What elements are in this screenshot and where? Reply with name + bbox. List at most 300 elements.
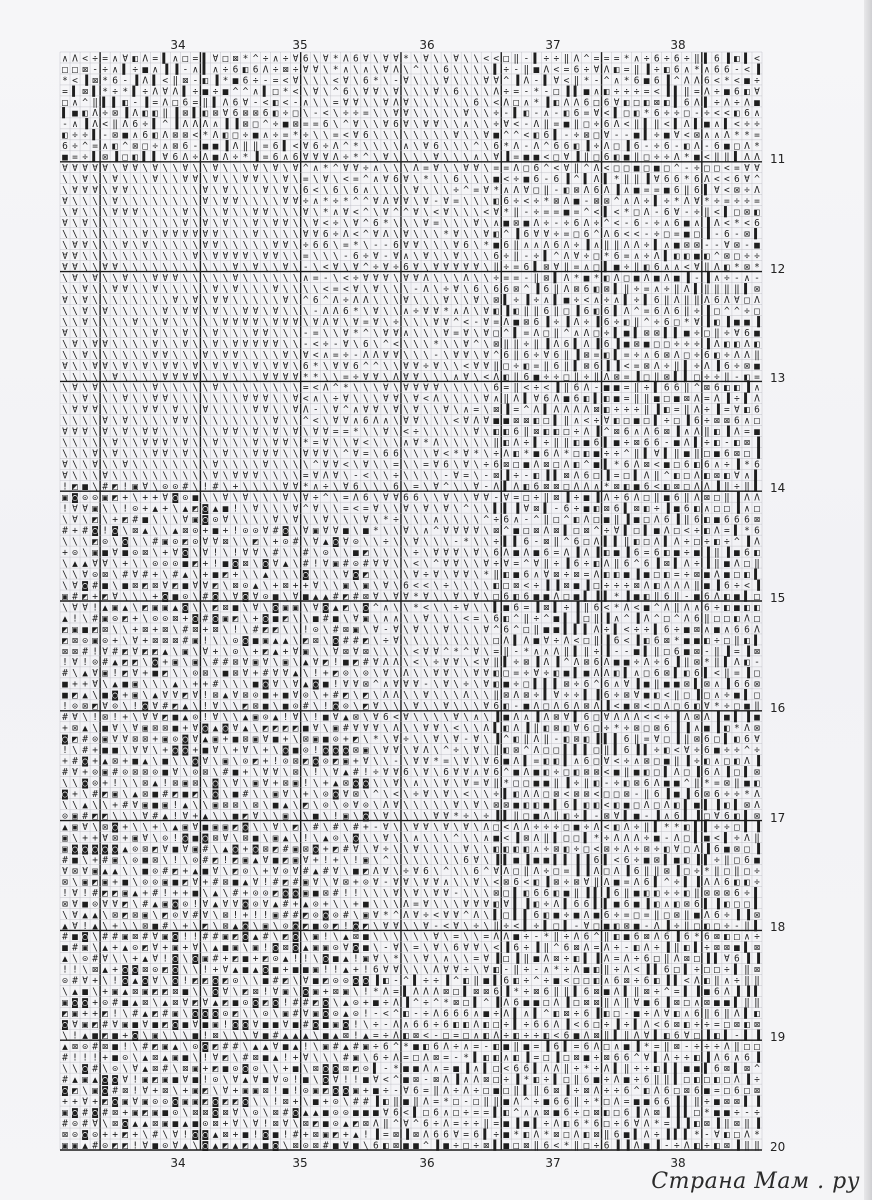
svg-text:+: +: [72, 789, 78, 800]
svg-text:\: \: [293, 624, 299, 635]
svg-text:∀: ∀: [333, 405, 339, 416]
svg-text:\: \: [82, 251, 88, 262]
svg-text:∀: ∀: [152, 701, 158, 712]
svg-text:‖: ‖: [533, 624, 539, 635]
svg-text:∀: ∀: [383, 767, 389, 778]
svg-text:6: 6: [493, 251, 499, 262]
svg-text:\: \: [283, 427, 289, 438]
svg-text:÷: ÷: [694, 163, 700, 174]
svg-text:\: \: [413, 196, 419, 207]
svg-text:⊙: ⊙: [92, 778, 98, 789]
svg-text:\: \: [293, 460, 299, 471]
svg-text:◧: ◧: [734, 108, 740, 119]
svg-text:\: \: [483, 789, 489, 800]
svg-text:∀: ∀: [383, 394, 389, 405]
svg-text:▲: ▲: [283, 635, 289, 646]
svg-text:▌: ▌: [492, 601, 499, 613]
svg-text:∀: ∀: [243, 657, 249, 668]
svg-text:=: =: [313, 438, 319, 449]
svg-text:\: \: [283, 767, 289, 778]
svg-text:\: \: [92, 295, 98, 306]
svg-text:\: \: [383, 756, 389, 767]
svg-text:▌: ▌: [613, 733, 620, 745]
svg-text:\: \: [132, 229, 138, 240]
svg-text:□: □: [513, 460, 519, 471]
svg-text:∀: ∀: [203, 547, 209, 558]
svg-text:∀: ∀: [152, 438, 158, 449]
svg-text:\: \: [243, 482, 249, 493]
svg-text:!: !: [233, 504, 239, 515]
svg-text:\: \: [413, 800, 419, 811]
svg-text:◧: ◧: [724, 383, 730, 394]
svg-text:⊙: ⊙: [253, 525, 259, 536]
svg-text:∀: ∀: [323, 525, 329, 536]
svg-text:<: <: [363, 471, 369, 482]
svg-text:◧: ◧: [203, 75, 209, 86]
svg-text:■: ■: [152, 800, 158, 811]
svg-text:!: !: [112, 712, 118, 723]
svg-text:▌: ▌: [262, 85, 269, 97]
svg-text:▐: ▐: [704, 228, 710, 240]
svg-text:^: ^: [523, 745, 529, 756]
svg-text:■: ■: [684, 635, 690, 646]
svg-text:∀: ∀: [373, 405, 379, 416]
svg-text:\: \: [152, 317, 158, 328]
svg-text:▐: ▐: [544, 470, 550, 482]
svg-text:*: *: [584, 75, 590, 86]
svg-text:∀: ∀: [213, 306, 219, 317]
svg-text:*: *: [754, 262, 760, 273]
svg-text:⊠: ⊠: [533, 525, 539, 536]
svg-text:6: 6: [523, 591, 529, 602]
svg-text:⊠: ⊠: [533, 504, 539, 515]
svg-text:*: *: [102, 75, 108, 86]
svg-text:^: ^: [493, 350, 499, 361]
svg-text:∀: ∀: [403, 504, 409, 515]
svg-text:Λ: Λ: [564, 405, 570, 416]
svg-text:÷: ÷: [423, 361, 429, 372]
svg-text:\: \: [383, 723, 389, 734]
svg-text:\: \: [393, 580, 399, 591]
svg-text:■: ■: [674, 438, 680, 449]
svg-text:▌: ▌: [743, 393, 750, 405]
svg-text:■: ■: [564, 119, 570, 130]
svg-text:*: *: [353, 427, 359, 438]
svg-text:◧: ◧: [503, 438, 509, 449]
svg-text:\: \: [223, 471, 229, 482]
svg-text:*: *: [734, 262, 740, 273]
svg-text:∀: ∀: [403, 372, 409, 383]
svg-text:+: +: [193, 745, 199, 756]
svg-text:□: □: [684, 471, 690, 482]
svg-text:÷: ÷: [102, 108, 108, 119]
svg-text:\: \: [473, 383, 479, 394]
svg-text:∧: ∧: [112, 53, 118, 64]
svg-text:∀: ∀: [483, 624, 489, 635]
svg-text:\: \: [393, 525, 399, 536]
svg-text:\: \: [223, 624, 229, 635]
svg-text:◧: ◧: [554, 97, 560, 108]
svg-text:\: \: [313, 130, 319, 141]
svg-text:□: □: [584, 613, 590, 624]
svg-text:◧: ◧: [734, 438, 740, 449]
svg-text:\: \: [253, 295, 259, 306]
svg-text:\: \: [473, 306, 479, 317]
svg-text:÷: ÷: [102, 64, 108, 75]
svg-text:■: ■: [644, 339, 650, 350]
svg-text:\: \: [72, 306, 78, 317]
svg-text:#: #: [223, 767, 229, 778]
svg-text:■: ■: [102, 580, 108, 591]
svg-text:-: -: [463, 734, 469, 745]
svg-text:#: #: [112, 767, 118, 778]
svg-text:▌: ▌: [573, 711, 580, 723]
svg-text:\: \: [373, 482, 379, 493]
svg-text:Λ: Λ: [393, 64, 399, 75]
svg-text:∀: ∀: [413, 185, 419, 196]
svg-text:#: #: [112, 646, 118, 657]
svg-text:-: -: [473, 317, 479, 328]
top_labels-35: 35: [285, 38, 315, 52]
svg-text:◧: ◧: [503, 427, 509, 438]
svg-text:\: \: [433, 800, 439, 811]
svg-text:∀: ∀: [734, 295, 740, 306]
svg-text:∀: ∀: [503, 493, 509, 504]
svg-text:\: \: [102, 251, 108, 262]
svg-text:\: \: [313, 701, 319, 712]
svg-text:\: \: [142, 372, 148, 383]
svg-text:\: \: [263, 547, 269, 558]
svg-text:\: \: [263, 306, 269, 317]
svg-text:▐: ▐: [554, 579, 560, 591]
svg-text:6: 6: [523, 350, 529, 361]
svg-text:∀: ∀: [283, 668, 289, 679]
svg-text:▐: ▐: [714, 481, 720, 493]
svg-text:⊠: ⊠: [493, 525, 499, 536]
svg-text:◧: ◧: [674, 251, 680, 262]
svg-text:\: \: [142, 196, 148, 207]
svg-text:\: \: [233, 383, 239, 394]
svg-text:∀: ∀: [72, 504, 78, 515]
svg-text:\: \: [303, 712, 309, 723]
svg-text:▣: ▣: [283, 657, 289, 668]
svg-text:⊙: ⊙: [132, 504, 138, 515]
svg-text:▐: ▐: [664, 85, 670, 97]
svg-text:∧: ∧: [714, 273, 720, 284]
svg-text:\: \: [122, 525, 128, 536]
svg-text:=: =: [72, 152, 78, 163]
svg-text:6: 6: [624, 745, 630, 756]
svg-text:\: \: [142, 174, 148, 185]
svg-text:Λ: Λ: [533, 328, 539, 339]
svg-text:⊠: ⊠: [223, 800, 229, 811]
svg-text:Λ: Λ: [664, 701, 670, 712]
svg-text:□: □: [554, 460, 560, 471]
svg-text:\: \: [152, 756, 158, 767]
svg-text:∀: ∀: [564, 712, 570, 723]
svg-text:÷: ÷: [544, 668, 550, 679]
svg-text:6: 6: [513, 427, 519, 438]
svg-text:⊠: ⊠: [513, 416, 519, 427]
svg-text:□: □: [594, 130, 600, 141]
svg-text:\: \: [223, 306, 229, 317]
svg-text:<: <: [744, 64, 750, 75]
svg-text:\: \: [203, 449, 209, 460]
svg-text:Λ: Λ: [664, 306, 670, 317]
svg-text:\: \: [473, 350, 479, 361]
svg-text:÷: ÷: [533, 580, 539, 591]
svg-text:Λ: Λ: [714, 394, 720, 405]
svg-text:<: <: [523, 580, 529, 591]
svg-text:Λ: Λ: [533, 745, 539, 756]
svg-text:\: \: [182, 240, 188, 251]
svg-text:+: +: [223, 525, 229, 536]
svg-text:\: \: [393, 427, 399, 438]
svg-text:∀: ∀: [463, 460, 469, 471]
svg-text:#: #: [343, 635, 349, 646]
svg-text:<: <: [323, 218, 329, 229]
svg-text:■: ■: [614, 262, 620, 273]
svg-text:-: -: [523, 141, 529, 152]
svg-text:■: ■: [664, 756, 670, 767]
svg-text:∀: ∀: [473, 525, 479, 536]
svg-text:6: 6: [664, 174, 670, 185]
svg-text:▐: ▐: [694, 689, 700, 701]
svg-text:⊙: ⊙: [313, 624, 319, 635]
svg-text:=: =: [313, 273, 319, 284]
svg-text:■: ■: [564, 668, 570, 679]
svg-text:∀: ∀: [373, 712, 379, 723]
svg-text:∀: ∀: [734, 405, 740, 416]
svg-text:\: \: [423, 86, 429, 97]
svg-text:\: \: [122, 229, 128, 240]
svg-text:\: \: [263, 536, 269, 547]
svg-text:\: \: [423, 339, 429, 350]
svg-text:-: -: [714, 240, 720, 251]
svg-text:\: \: [483, 712, 489, 723]
svg-text:\: \: [373, 580, 379, 591]
svg-text:\: \: [463, 284, 469, 295]
svg-text:∀: ∀: [152, 273, 158, 284]
svg-text:▐: ▐: [704, 272, 710, 284]
svg-text:◧: ◧: [594, 306, 600, 317]
svg-text:▐: ▐: [724, 426, 730, 438]
svg-text:∀: ∀: [243, 471, 249, 482]
svg-text:\: \: [172, 284, 178, 295]
svg-text:■: ■: [283, 701, 289, 712]
svg-text:+: +: [253, 646, 259, 657]
svg-text:-: -: [313, 108, 319, 119]
svg-text:#: #: [92, 789, 98, 800]
svg-text:\: \: [323, 635, 329, 646]
svg-text:■: ■: [664, 778, 670, 789]
svg-text:<: <: [513, 119, 519, 130]
svg-text:◧: ◧: [594, 284, 600, 295]
svg-text:∧: ∧: [533, 646, 539, 657]
svg-text:\: \: [182, 251, 188, 262]
svg-text:6: 6: [734, 679, 740, 690]
svg-text:<: <: [714, 207, 720, 218]
svg-text:■: ■: [233, 734, 239, 745]
svg-text:▐: ▐: [503, 470, 509, 482]
svg-text:■: ■: [714, 745, 720, 756]
svg-text:^: ^: [654, 613, 660, 624]
svg-text:∀: ∀: [594, 108, 600, 119]
svg-text:∀: ∀: [423, 383, 429, 394]
svg-text:◧: ◧: [714, 350, 720, 361]
svg-text:‖: ‖: [624, 536, 630, 547]
svg-text:\: \: [343, 218, 349, 229]
svg-text:⊠: ⊠: [594, 405, 600, 416]
svg-text:■: ■: [323, 679, 329, 690]
svg-text:\: \: [333, 372, 339, 383]
svg-text:▌: ▌: [653, 195, 660, 207]
svg-text:■: ■: [674, 679, 680, 690]
svg-text:∀: ∀: [353, 119, 359, 130]
svg-text:▐: ▐: [604, 700, 610, 712]
svg-text:\: \: [483, 152, 489, 163]
svg-text:\: \: [483, 97, 489, 108]
svg-text:∀: ∀: [503, 119, 509, 130]
svg-text:∀: ∀: [273, 339, 279, 350]
svg-text:\: \: [453, 163, 459, 174]
svg-text:\: \: [403, 624, 409, 635]
svg-text:\: \: [433, 295, 439, 306]
svg-text:\: \: [263, 273, 269, 284]
svg-text:■: ■: [634, 416, 640, 427]
svg-text:\: \: [413, 613, 419, 624]
svg-text:\: \: [233, 416, 239, 427]
svg-text:^: ^: [594, 679, 600, 690]
svg-text:▌: ▌: [673, 667, 680, 679]
svg-text:▌: ▌: [603, 437, 610, 449]
svg-text:=: =: [453, 328, 459, 339]
svg-text:<: <: [423, 580, 429, 591]
svg-text:Λ: Λ: [704, 86, 710, 97]
svg-text:▐: ▐: [604, 634, 610, 646]
svg-text:\: \: [112, 427, 118, 438]
svg-text:\: \: [383, 482, 389, 493]
svg-text:▲: ▲: [243, 712, 249, 723]
svg-text:▌: ▌: [593, 393, 600, 405]
svg-text:□: □: [233, 130, 239, 141]
svg-text:6: 6: [664, 657, 670, 668]
svg-text:Λ: Λ: [694, 471, 700, 482]
svg-text:∀: ∀: [203, 218, 209, 229]
svg-text:□: □: [172, 97, 178, 108]
svg-text:Λ: Λ: [182, 152, 188, 163]
svg-text:-: -: [353, 471, 359, 482]
svg-text:-: -: [383, 251, 389, 262]
svg-text:6: 6: [744, 328, 750, 339]
svg-text:\: \: [243, 504, 249, 515]
svg-text:\: \: [453, 152, 459, 163]
svg-text:\: \: [383, 547, 389, 558]
svg-text:^: ^: [383, 339, 389, 350]
svg-text:\: \: [393, 130, 399, 141]
svg-text:÷: ÷: [644, 53, 650, 64]
svg-text:▌: ▌: [633, 470, 640, 482]
svg-text:\: \: [403, 657, 409, 668]
svg-text:Λ: Λ: [533, 405, 539, 416]
svg-text:\: \: [373, 119, 379, 130]
svg-text:⊠: ⊠: [182, 130, 188, 141]
svg-text:∀: ∀: [473, 427, 479, 438]
svg-text:◧: ◧: [564, 185, 570, 196]
svg-text:□: □: [744, 449, 750, 460]
svg-text:■: ■: [102, 547, 108, 558]
svg-text:\: \: [142, 306, 148, 317]
svg-text:∀: ∀: [453, 591, 459, 602]
svg-text:‖: ‖: [554, 536, 560, 547]
svg-text:∧: ∧: [152, 64, 158, 75]
svg-text:\: \: [122, 701, 128, 712]
svg-text:\: \: [293, 174, 299, 185]
svg-text:▌: ▌: [753, 470, 760, 482]
svg-text:\: \: [413, 119, 419, 130]
svg-text:\: \: [223, 789, 229, 800]
svg-text:\: \: [433, 64, 439, 75]
svg-text:◧: ◧: [604, 86, 610, 97]
svg-text:^: ^: [714, 251, 720, 262]
svg-text:∀: ∀: [363, 53, 369, 64]
svg-text:\: \: [82, 712, 88, 723]
svg-text:∀: ∀: [383, 350, 389, 361]
svg-text:\: \: [162, 339, 168, 350]
svg-text:<: <: [704, 152, 710, 163]
svg-text:∀: ∀: [473, 734, 479, 745]
svg-text:∀: ∀: [102, 262, 108, 273]
svg-text:▣: ▣: [62, 591, 68, 602]
svg-text:∀: ∀: [203, 350, 209, 361]
svg-text:□: □: [142, 141, 148, 152]
svg-text:=: =: [513, 273, 519, 284]
svg-text:\: \: [233, 372, 239, 383]
svg-text:∀: ∀: [483, 767, 489, 778]
svg-text:Λ: Λ: [333, 306, 339, 317]
svg-text:÷: ÷: [293, 64, 299, 75]
svg-text:÷: ÷: [443, 284, 449, 295]
svg-text:÷: ÷: [554, 635, 560, 646]
svg-text:■: ■: [313, 613, 319, 624]
svg-text:∀: ∀: [263, 767, 269, 778]
svg-text:▌: ▌: [553, 272, 560, 284]
svg-text:\: \: [463, 438, 469, 449]
svg-text:⊠: ⊠: [544, 482, 550, 493]
svg-text:÷: ÷: [734, 97, 740, 108]
svg-text:\: \: [72, 745, 78, 756]
svg-text:∀: ∀: [343, 536, 349, 547]
svg-text:\: \: [122, 218, 128, 229]
svg-text:Λ: Λ: [624, 602, 630, 613]
svg-text:▣: ▣: [273, 789, 279, 800]
svg-text:‖: ‖: [754, 350, 760, 361]
svg-text:*: *: [463, 536, 469, 547]
svg-text:6: 6: [182, 97, 188, 108]
svg-text:^: ^: [584, 53, 590, 64]
svg-text:÷: ÷: [654, 229, 660, 240]
svg-text:\: \: [142, 449, 148, 460]
svg-text:∀: ∀: [172, 295, 178, 306]
svg-text:\: \: [473, 328, 479, 339]
svg-text:■: ■: [624, 152, 630, 163]
svg-text:⊠: ⊠: [664, 635, 670, 646]
svg-text:÷: ÷: [503, 262, 509, 273]
svg-text:◧: ◧: [704, 471, 710, 482]
svg-text:⊠: ⊠: [754, 767, 760, 778]
svg-text:+: +: [122, 558, 128, 569]
svg-text:\: \: [333, 438, 339, 449]
